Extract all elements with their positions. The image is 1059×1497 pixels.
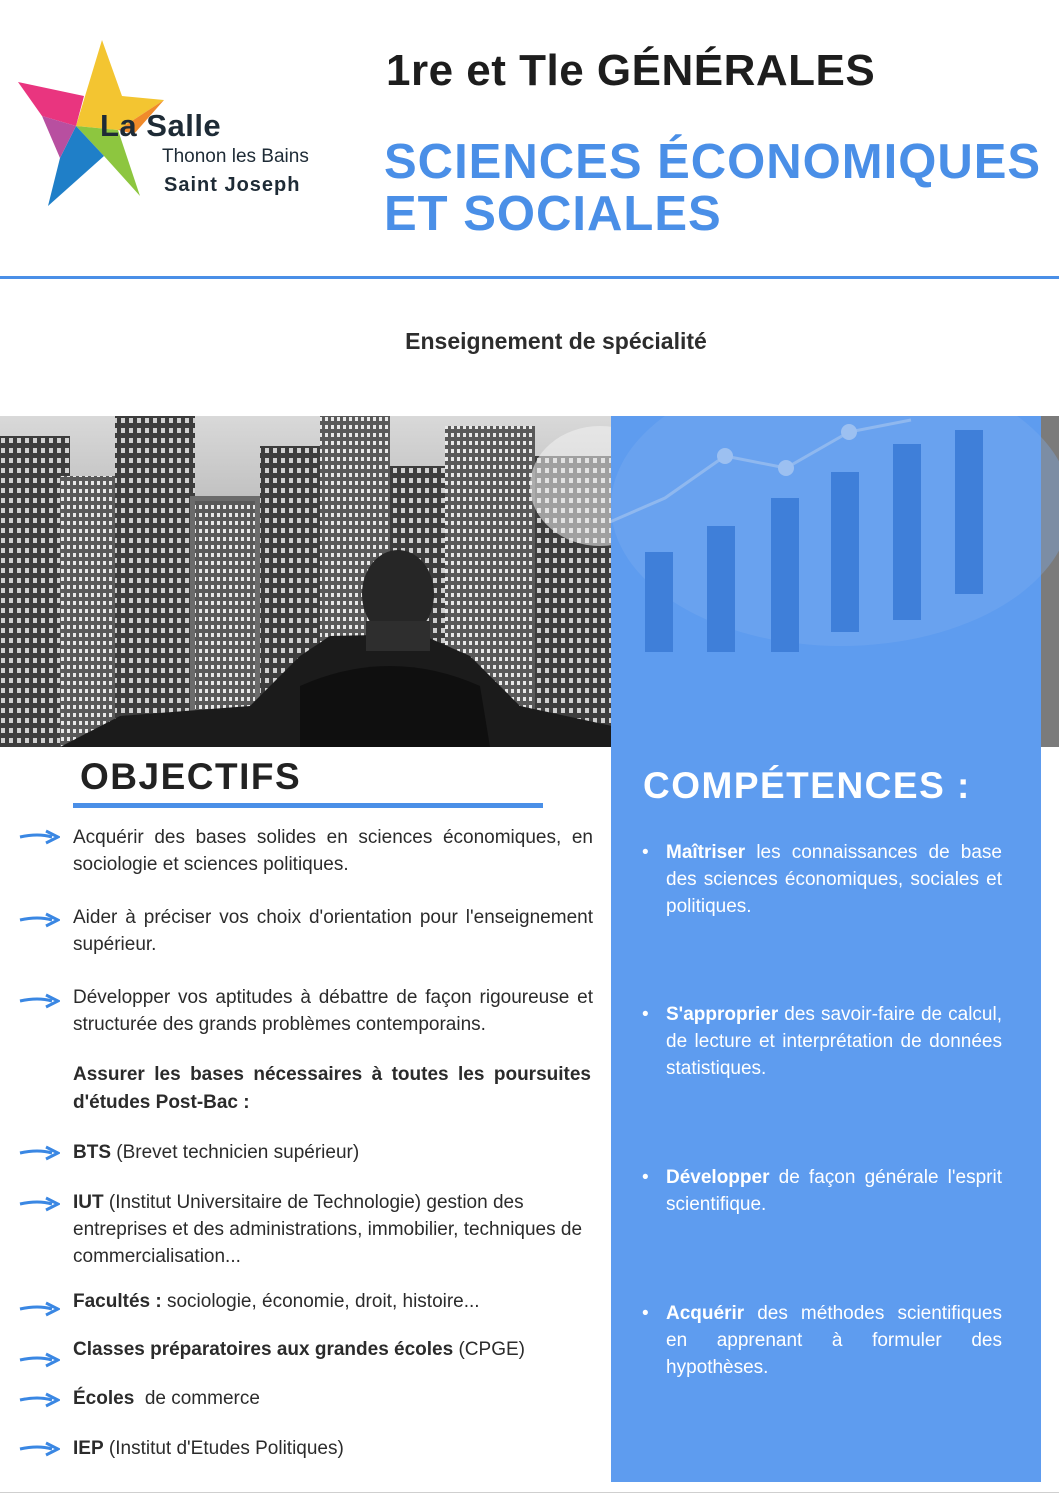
subject-title-line1: SCIENCES ÉCONOMIQUES (384, 135, 1042, 189)
study-detail: (Brevet technicien supérieur) (111, 1142, 360, 1163)
bullet-icon: • (642, 1303, 649, 1324)
bullet-icon: • (642, 1004, 649, 1025)
study-detail: (CPGE) (453, 1339, 525, 1360)
competence-verb: Acquérir (666, 1303, 745, 1324)
competence-detail: des méthodes scientifiques en apprenant à formuler des hypothèses. (666, 1303, 1002, 1378)
arrow-icon (18, 828, 60, 846)
page-subtitle: Enseignement de spécialité (405, 328, 707, 354)
objectifs-underline (73, 803, 543, 808)
study-name: Facultés : (73, 1291, 162, 1312)
level-heading: 1re et Tle GÉNÉRALES (386, 46, 876, 95)
subject-title (384, 136, 1041, 240)
arrow-icon (18, 911, 60, 929)
competence-detail: les connaissances de base des sciences économiques, sociales et politiques. (666, 842, 1002, 917)
competence-verb: Développer (666, 1167, 770, 1188)
bar-chart-icon (611, 416, 1059, 747)
competence-detail: de façon générale l'esprit scientifique. (666, 1167, 1002, 1215)
study-detail: sociologie, économie, droit, histoire... (161, 1291, 480, 1312)
arrow-icon (18, 1195, 60, 1213)
header-divider (0, 276, 1059, 279)
objectif-item: Acquérir des bases solides en sciences économiques, en sociologie et sciences politiques. (73, 827, 593, 875)
school-logo (14, 38, 344, 213)
arrow-icon (18, 1440, 60, 1458)
arrow-icon (18, 1144, 60, 1162)
study-name: BTS (73, 1142, 111, 1163)
subject-title-line2: ET SOCIALES (384, 187, 722, 241)
logo-campus: Saint Joseph (164, 174, 301, 196)
study-item (73, 1139, 593, 1166)
competence-verb: Maîtriser (666, 842, 746, 863)
objectif-item: Aider à préciser vos choix d'orientation pour l'enseignement supérieur. (73, 907, 593, 955)
study-name: Écoles (73, 1388, 135, 1409)
bullet-icon: • (642, 842, 649, 863)
study-detail: (Institut d'Etudes Politiques) (103, 1438, 344, 1459)
study-item (73, 1288, 593, 1315)
page-bottom-rule (0, 1492, 1059, 1493)
study-item (73, 1435, 593, 1462)
objectif-item: Développer vos aptitudes à débattre de façon rigoureuse et structurée des grands problèmes contemporains. (73, 987, 593, 1035)
arrow-icon (18, 1300, 60, 1318)
study-item (73, 1385, 593, 1412)
logo-city: Thonon les Bains (162, 146, 309, 167)
study-name: Classes préparatoires aux grandes écoles (73, 1339, 454, 1360)
study-name: IEP (73, 1438, 104, 1459)
growth-chart-illustration (611, 416, 1059, 747)
study-item (73, 1336, 593, 1363)
competence-item (642, 839, 1002, 920)
post-bac-lead: Assurer les bases nécessaires à toutes les poursuites d'études Post-Bac : (73, 1064, 591, 1113)
arrow-icon (18, 1391, 60, 1409)
study-item (73, 1189, 593, 1270)
competence-item (642, 1001, 1002, 1082)
objectifs-heading: OBJECTIFS (80, 756, 302, 797)
competence-verb: S'approprier (666, 1004, 779, 1025)
bullet-icon: • (642, 1167, 649, 1188)
competences-heading: COMPÉTENCES : (643, 765, 971, 806)
study-detail: de commerce (134, 1388, 260, 1409)
competence-item (642, 1164, 1002, 1218)
competence-detail: des savoir-faire de calcul, de lecture et interprétation de données statistiques. (666, 1004, 1002, 1079)
logo-name: La Salle (100, 108, 222, 143)
arrow-icon (18, 992, 60, 1010)
arrow-icon (18, 1351, 60, 1369)
competence-item (642, 1300, 1002, 1381)
study-detail: (Institut Universitaire de Technologie) gestion des entreprises et des administrations, immobilier, techniques de commercialisation... (73, 1192, 583, 1267)
study-name: IUT (73, 1192, 104, 1213)
